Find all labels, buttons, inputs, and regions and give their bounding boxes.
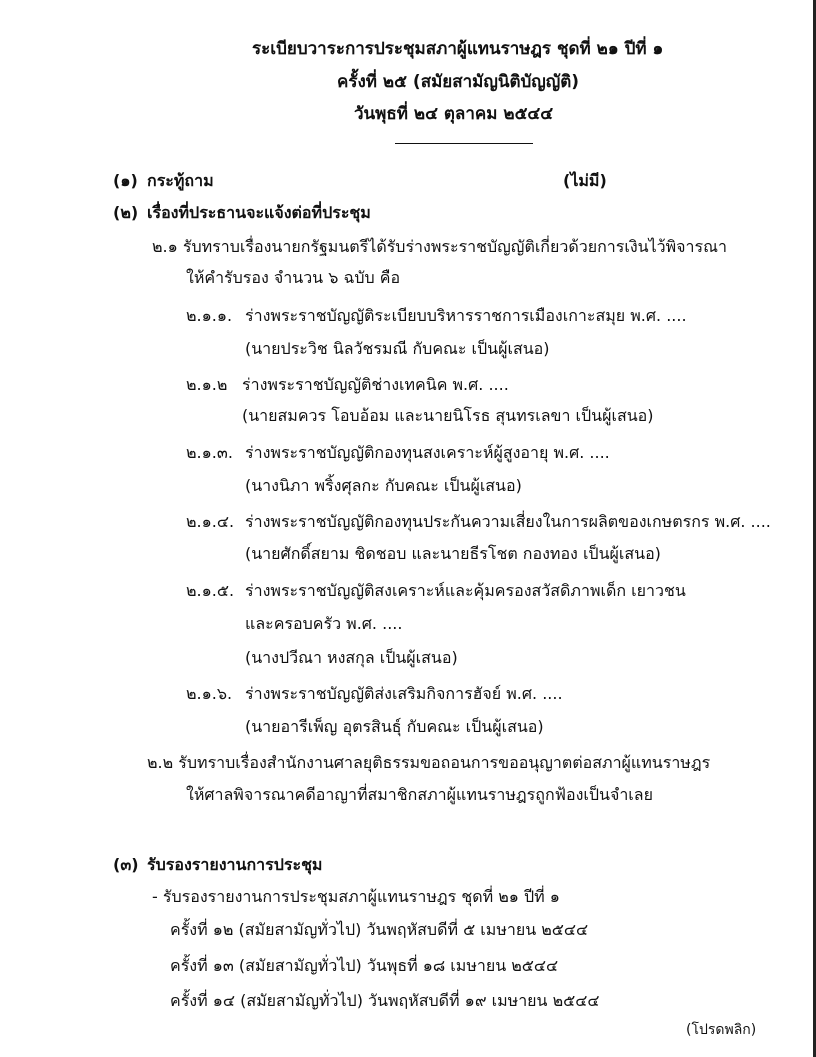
item-2-1-line1: ๒.๑ รับทราบเรื่องนายกรัฐมนตรีได้รับร่างพระราชบัญญัติเกี่ยวด้วยการเงินไว้พิจารณา — [152, 237, 727, 256]
sub-item-number: ๒.๑.๖. — [186, 684, 233, 703]
sub-item-title: ร่างพระราชบัญญัติช่างเทคนิค พ.ศ. .... — [242, 375, 509, 394]
agenda-title: ระเบียบวาระการประชุมสภาผู้แทนราษฎร ชุดที่ ๒๑ ปีที่ ๑ — [252, 39, 664, 59]
sub-item-title: ร่างพระราชบัญญัติระเบียบบริหารราชการเมืองเกาะสมุย พ.ศ. .... — [245, 306, 687, 325]
meeting-date: วันพุธที่ ๒๔ ตุลาคม ๒๕๔๔ — [354, 104, 554, 124]
section1-note: (ไม่มี) — [563, 171, 607, 190]
sub-item-proposer: (นางปวีณา หงสกุล เป็นผู้เสนอ) — [245, 648, 458, 667]
section1-number: (๑) — [113, 171, 138, 190]
sub-item-proposer: (นางนิภา พริ้งศุลกะ กับคณะ เป็นผู้เสนอ) — [245, 476, 522, 495]
sub-item-title: ร่างพระราชบัญญัติสงเคราะห์และคุ้มครองสวัสดิภาพเด็ก เยาวชน — [245, 581, 686, 600]
header-divider — [395, 143, 533, 144]
sub-item-proposer: (นายอารีเพ็ญ อุตรสินธุ์ กับคณะ เป็นผู้เสนอ) — [245, 717, 544, 736]
sub-item-proposer: (นายสมควร โอบอ้อม และนายนิโรธ สุนทรเลขา เป็นผู้เสนอ) — [242, 406, 654, 425]
sub-item-number: ๒.๑.๓. — [186, 443, 233, 462]
sub-item-number: ๒.๑.๔. — [186, 512, 235, 531]
sub-item-title: ร่างพระราชบัญญัติส่งเสริมกิจการฮัจย์ พ.ศ. .... — [245, 684, 563, 703]
section2-title: เรื่องที่ประธานจะแจ้งต่อที่ประชุม — [147, 203, 371, 222]
turn-over-note: (โปรดพลิก) — [686, 1022, 757, 1038]
item-2-1-line2: ให้คำรับรอง จำนวน ๖ ฉบับ คือ — [186, 268, 401, 287]
item-2-2-line2: ให้ศาลพิจารณาคดีอาญาที่สมาชิกสภาผู้แทนราษฎรถูกฟ้องเป็นจำเลย — [186, 785, 653, 804]
item-2-2-line1: ๒.๒ รับทราบเรื่องสำนักงานศาลยุติธรรมขอถอนการขออนุญาตต่อสภาผู้แทนราษฎร — [147, 753, 711, 772]
sub-item-title-continued: และครอบครัว พ.ศ. .... — [245, 614, 403, 633]
sub-item-proposer: (นายศักดิ์สยาม ชิดชอบ และนายธีรโชต กองทอง เป็นผู้เสนอ) — [245, 544, 661, 563]
section3-title: รับรองรายงานการประชุม — [147, 855, 323, 874]
meeting-entry: ครั้งที่ ๑๒ (สมัยสามัญทั่วไป) วันพฤหัสบดีที่ ๕ เมษายน ๒๕๔๔ — [170, 920, 589, 939]
sub-item-title: ร่างพระราชบัญญัติกองทุนสงเคราะห์ผู้สูงอายุ พ.ศ. .... — [245, 443, 610, 462]
section1-title: กระทู้ถาม — [147, 171, 214, 190]
meeting-entry: ครั้งที่ ๑๓ (สมัยสามัญทั่วไป) วันพุธที่ ๑๘ เมษายน ๒๕๔๔ — [170, 956, 559, 975]
sub-item-title: ร่างพระราชบัญญัติกองทุนประกันความเสี่ยงในการผลิตของเกษตรกร พ.ศ. .... — [245, 512, 771, 531]
sub-item-number: ๒.๑.๕. — [186, 581, 235, 600]
meeting-entry: ครั้งที่ ๑๔ (สมัยสามัญทั่วไป) วันพฤหัสบดีที่ ๑๙ เมษายน ๒๕๔๔ — [170, 991, 600, 1010]
session-number: ครั้งที่ ๒๕ (สมัยสามัญนิติบัญญัติ) — [337, 72, 580, 92]
section3-intro: - รับรองรายงานการประชุมสภาผู้แทนราษฎร ชุดที่ ๒๑ ปีที่ ๑ — [152, 887, 560, 906]
section2-number: (๒) — [113, 203, 139, 222]
sub-item-number: ๒.๑.๒ — [186, 375, 228, 394]
sub-item-proposer: (นายประวิช นิลวัชรมณี กับคณะ เป็นผู้เสนอ) — [245, 339, 550, 358]
sub-item-number: ๒.๑.๑. — [186, 306, 233, 325]
section3-number: (๓) — [113, 855, 139, 874]
